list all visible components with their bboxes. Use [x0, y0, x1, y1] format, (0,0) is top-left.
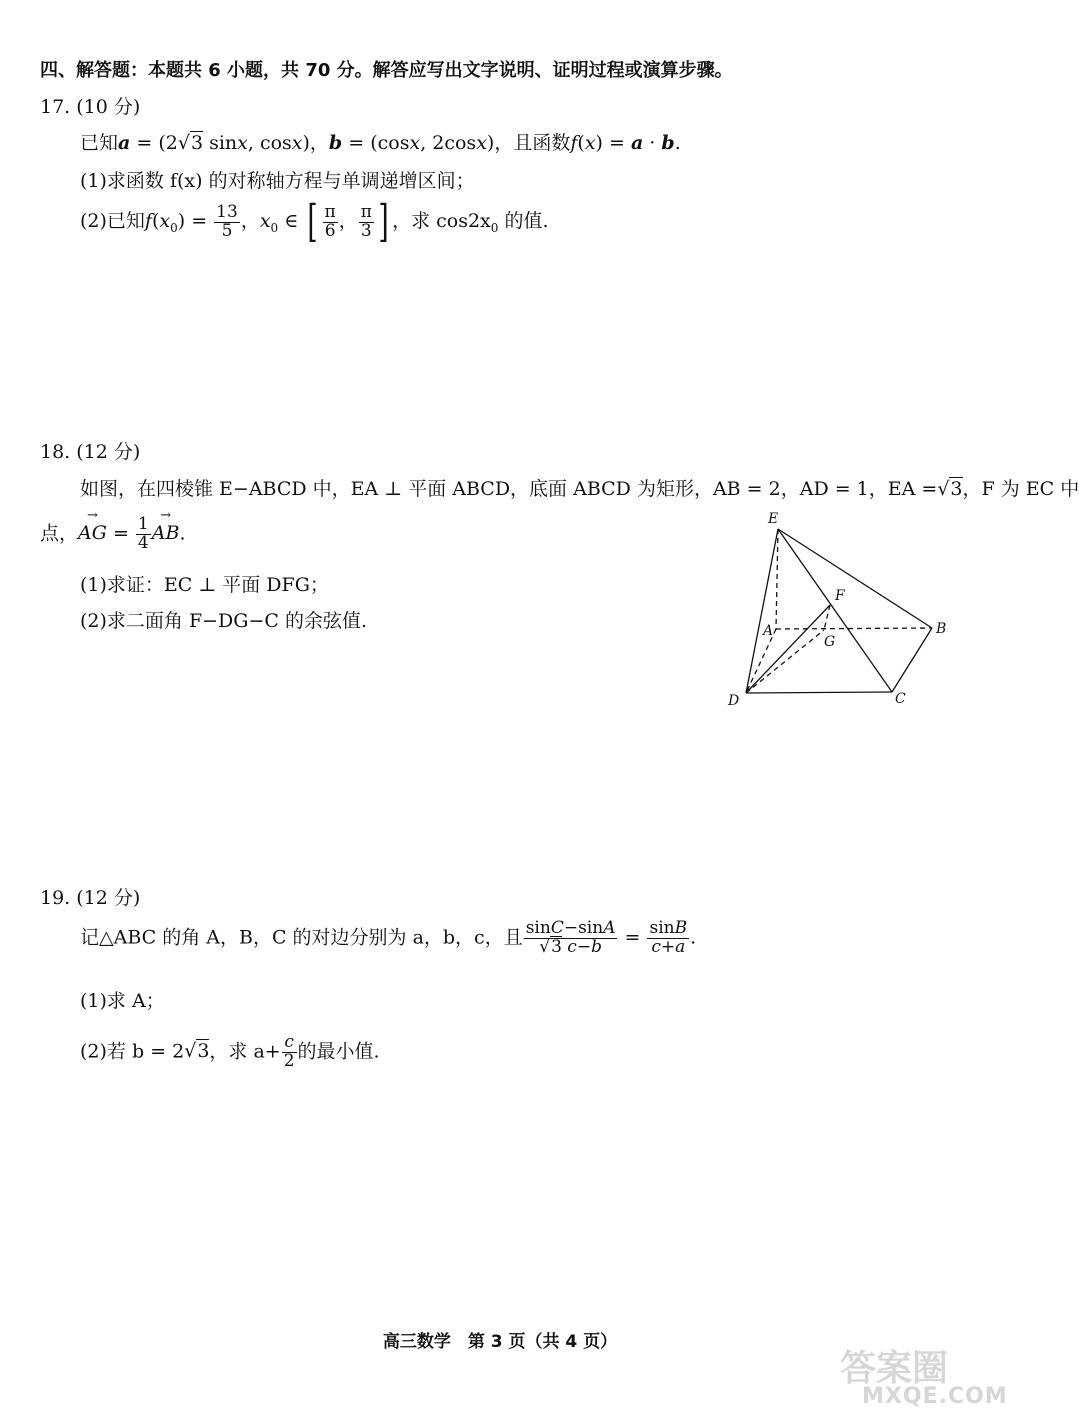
edge-DF — [746, 605, 830, 693]
edge-EB — [778, 529, 932, 628]
q19-part1: (1)求 A； — [80, 990, 165, 1012]
watermark-url: MXQE.COM — [862, 1384, 1008, 1409]
page-footer: 高三数学 第 3 页（共 4 页） — [382, 1332, 618, 1352]
pyramid-figure — [720, 505, 960, 710]
q19-part2: (2)若 b = 2√3，求 a+ $\frac{c}{2}$ 的最小值. — [80, 1032, 380, 1071]
q19-stem: 记△ABC 的角 A，B，C 的对边分别为 a，b，c，且 $\frac{\sin C-\sin A}{√3 c-b}$ = $\frac{\sin B}{c+a}$ . — [80, 918, 697, 957]
label-A: A — [763, 623, 774, 639]
edge-EA — [776, 529, 778, 629]
section-heading: 四、解答题：本题共 6 小题，共 70 分。解答应写出文字说明、证明过程或演算步骤。 — [40, 60, 733, 81]
label-B: B — [936, 621, 947, 637]
edge-CB — [892, 628, 932, 692]
q19-header: 19. (12 分) — [40, 887, 141, 909]
label-C: C — [895, 691, 906, 707]
label-G: G — [824, 634, 836, 650]
q17-header: 17. (10 分) — [40, 96, 141, 118]
label-F: F — [835, 588, 845, 604]
q18-header: 18. (12 分) — [40, 441, 141, 463]
q17-stem: 已知a = (2√3 sinx, cosx)，b = (cosx, 2cosx)，且函数f(x) = a · b. — [80, 132, 681, 154]
edge-ED — [746, 529, 778, 693]
q17-part1: (1)求函数 f(x) 的对称轴方程与单调递增区间； — [80, 170, 475, 192]
edge-DG — [746, 630, 824, 693]
watermark-logo: 答案圈 — [840, 1348, 949, 1389]
edge-AB — [776, 628, 932, 629]
label-E: E — [768, 511, 779, 527]
edge-EC — [778, 529, 892, 692]
label-D: D — [728, 693, 740, 709]
q18-stem-line2: 点，→ AG = $\frac{1}{4}$ → AB. — [40, 516, 185, 553]
q18-stem-line1: 如图，在四棱锥 E−ABCD 中，EA ⊥ 平面 ABCD，底面 ABCD 为矩形，AB = 2，AD = 1，EA =√3，F 为 EC 中 — [80, 478, 1079, 500]
edge-DC — [746, 692, 892, 693]
q17-part2: (2)已知$f(x_0)$ = $\frac{13}{5}$ ，$x_0$ ∈ [ $\frac{\pi}{6}$ ， $\frac{\pi}{3}$ ] ，求 $\cos 2x_0$ 的值. — [80, 196, 549, 247]
q18-part1: (1)求证：EC ⊥ 平面 DFG； — [80, 574, 329, 596]
q18-part2: (2)求二面角 F−DG−C 的余弦值. — [80, 610, 368, 632]
